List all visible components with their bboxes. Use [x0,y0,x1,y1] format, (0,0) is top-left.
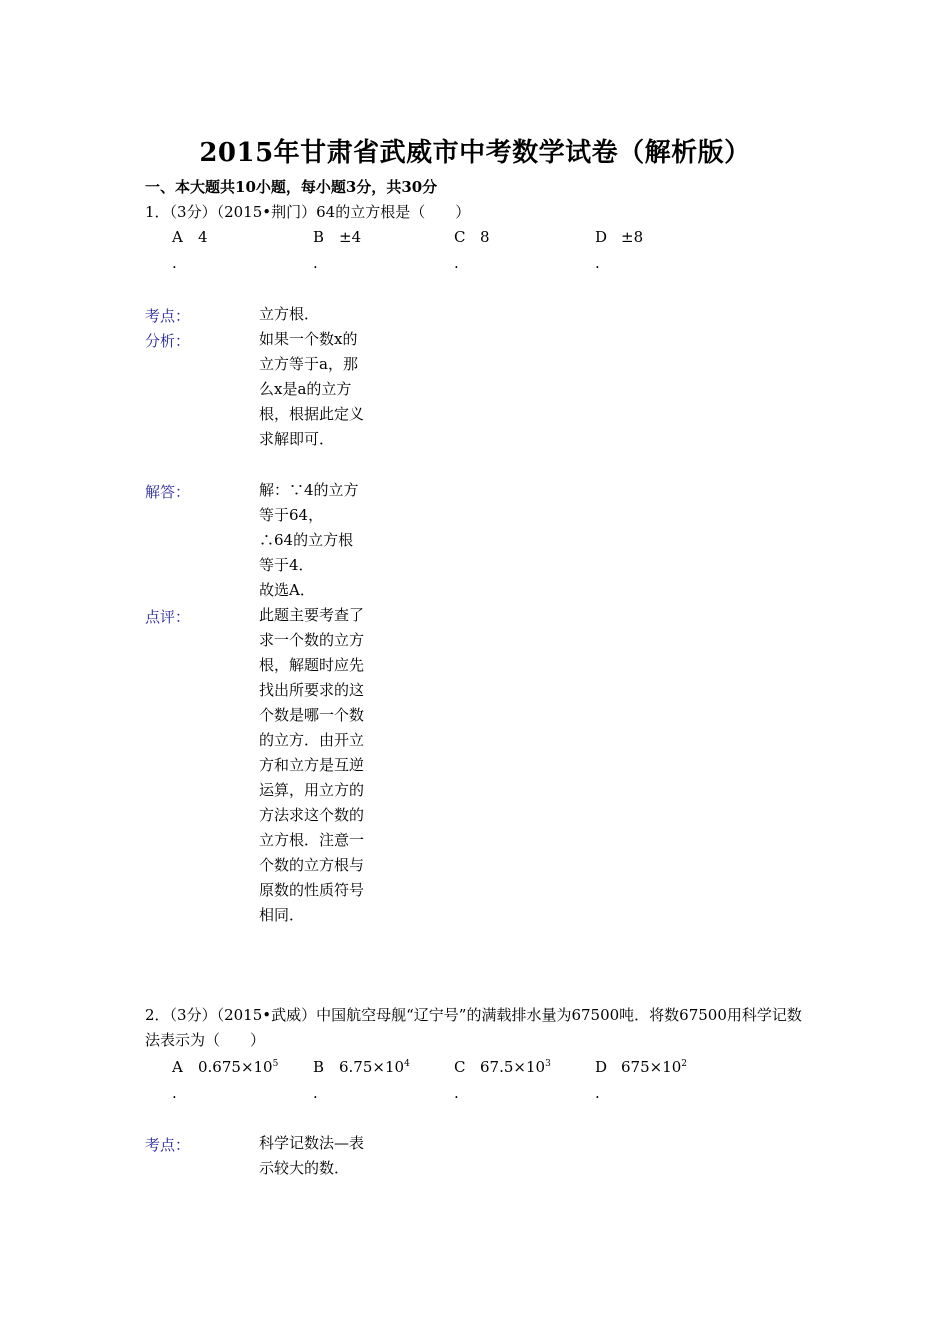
option-base: 67.5×10 [480,1058,546,1076]
option-dot: . [172,1084,177,1102]
option-exponent: 2 [681,1059,688,1069]
option-dot: . [454,1084,459,1102]
page-title: 2015年甘肃省武威市中考数学试卷（解析版） [199,138,751,168]
option-dot: . [313,254,318,272]
jieda-line: 故选A． [259,581,315,599]
option-letter: C [454,228,466,246]
option-b [313,1058,453,1102]
kaodian-label: 考点： [145,307,191,325]
kaodian-label: 考点： [145,1136,191,1154]
option-letter: A [172,1058,183,1076]
kaodian-text: 立方根． [259,305,320,323]
option-letter: D [595,1058,608,1076]
jieda-line: 解：∵4的立方等于64， [259,481,359,524]
question-2-stem: 2．（3分）（2015•武威）中国航空母舰“辽宁号”的满载排水量为67500吨．将数67500用科学记数法表示为（ ） [145,1006,802,1049]
option-dot: . [454,254,459,272]
option-dot: . [172,254,177,272]
option-letter: D [595,228,608,246]
option-dot: . [595,1084,600,1102]
option-exponent: 4 [404,1059,410,1069]
option-dot: . [313,1084,318,1102]
option-text: ±4 [339,228,362,246]
option-c [454,228,594,272]
option-dot: . [595,254,600,272]
option-b [313,228,453,272]
jieda-label: 解答： [145,483,191,501]
fenxi-label: 分析： [145,332,191,350]
option-letter: A [172,228,183,246]
option-letter: B [313,228,325,246]
kaodian-text: 科学记数法—表示较大的数． [259,1134,365,1177]
option-d [595,1058,735,1102]
option-a [172,1058,312,1102]
fenxi-text: 如果一个数x的立方等于a，那么x是a的立方根，根据此定义求解即可． [259,330,365,448]
dianping-label: 点评： [145,608,191,626]
option-base: 0.675×10 [198,1058,273,1076]
option-exponent: 5 [272,1059,279,1069]
option-letter: B [313,1058,325,1076]
option-c [454,1058,594,1102]
jieda-line: ∴64的立方根等于4． [259,531,354,574]
option-base: 675×10 [621,1058,682,1076]
option-text: 4 [198,228,208,246]
option-exponent: 3 [545,1059,551,1069]
option-d [595,228,735,272]
jieda-text [259,478,365,603]
option-base: 6.75×10 [339,1058,405,1076]
section-heading: 一、本大题共10小题，每小题3分，共30分 [145,178,438,196]
option-letter: C [454,1058,466,1076]
option-a [172,228,312,272]
question-1-stem: 1．（3分）（2015•荆门）64的立方根是（ ） [145,203,471,221]
option-text: ±8 [621,228,644,246]
dianping-text: 此题主要考查了求一个数的立方根，解题时应先找出所要求的这个数是哪一个数的立方．由开立方和立方是互逆运算，用立方的方法求这个数的立方根．注意一个数的立方根与原数的性质符号相同． [259,606,365,924]
option-text: 8 [480,228,490,246]
